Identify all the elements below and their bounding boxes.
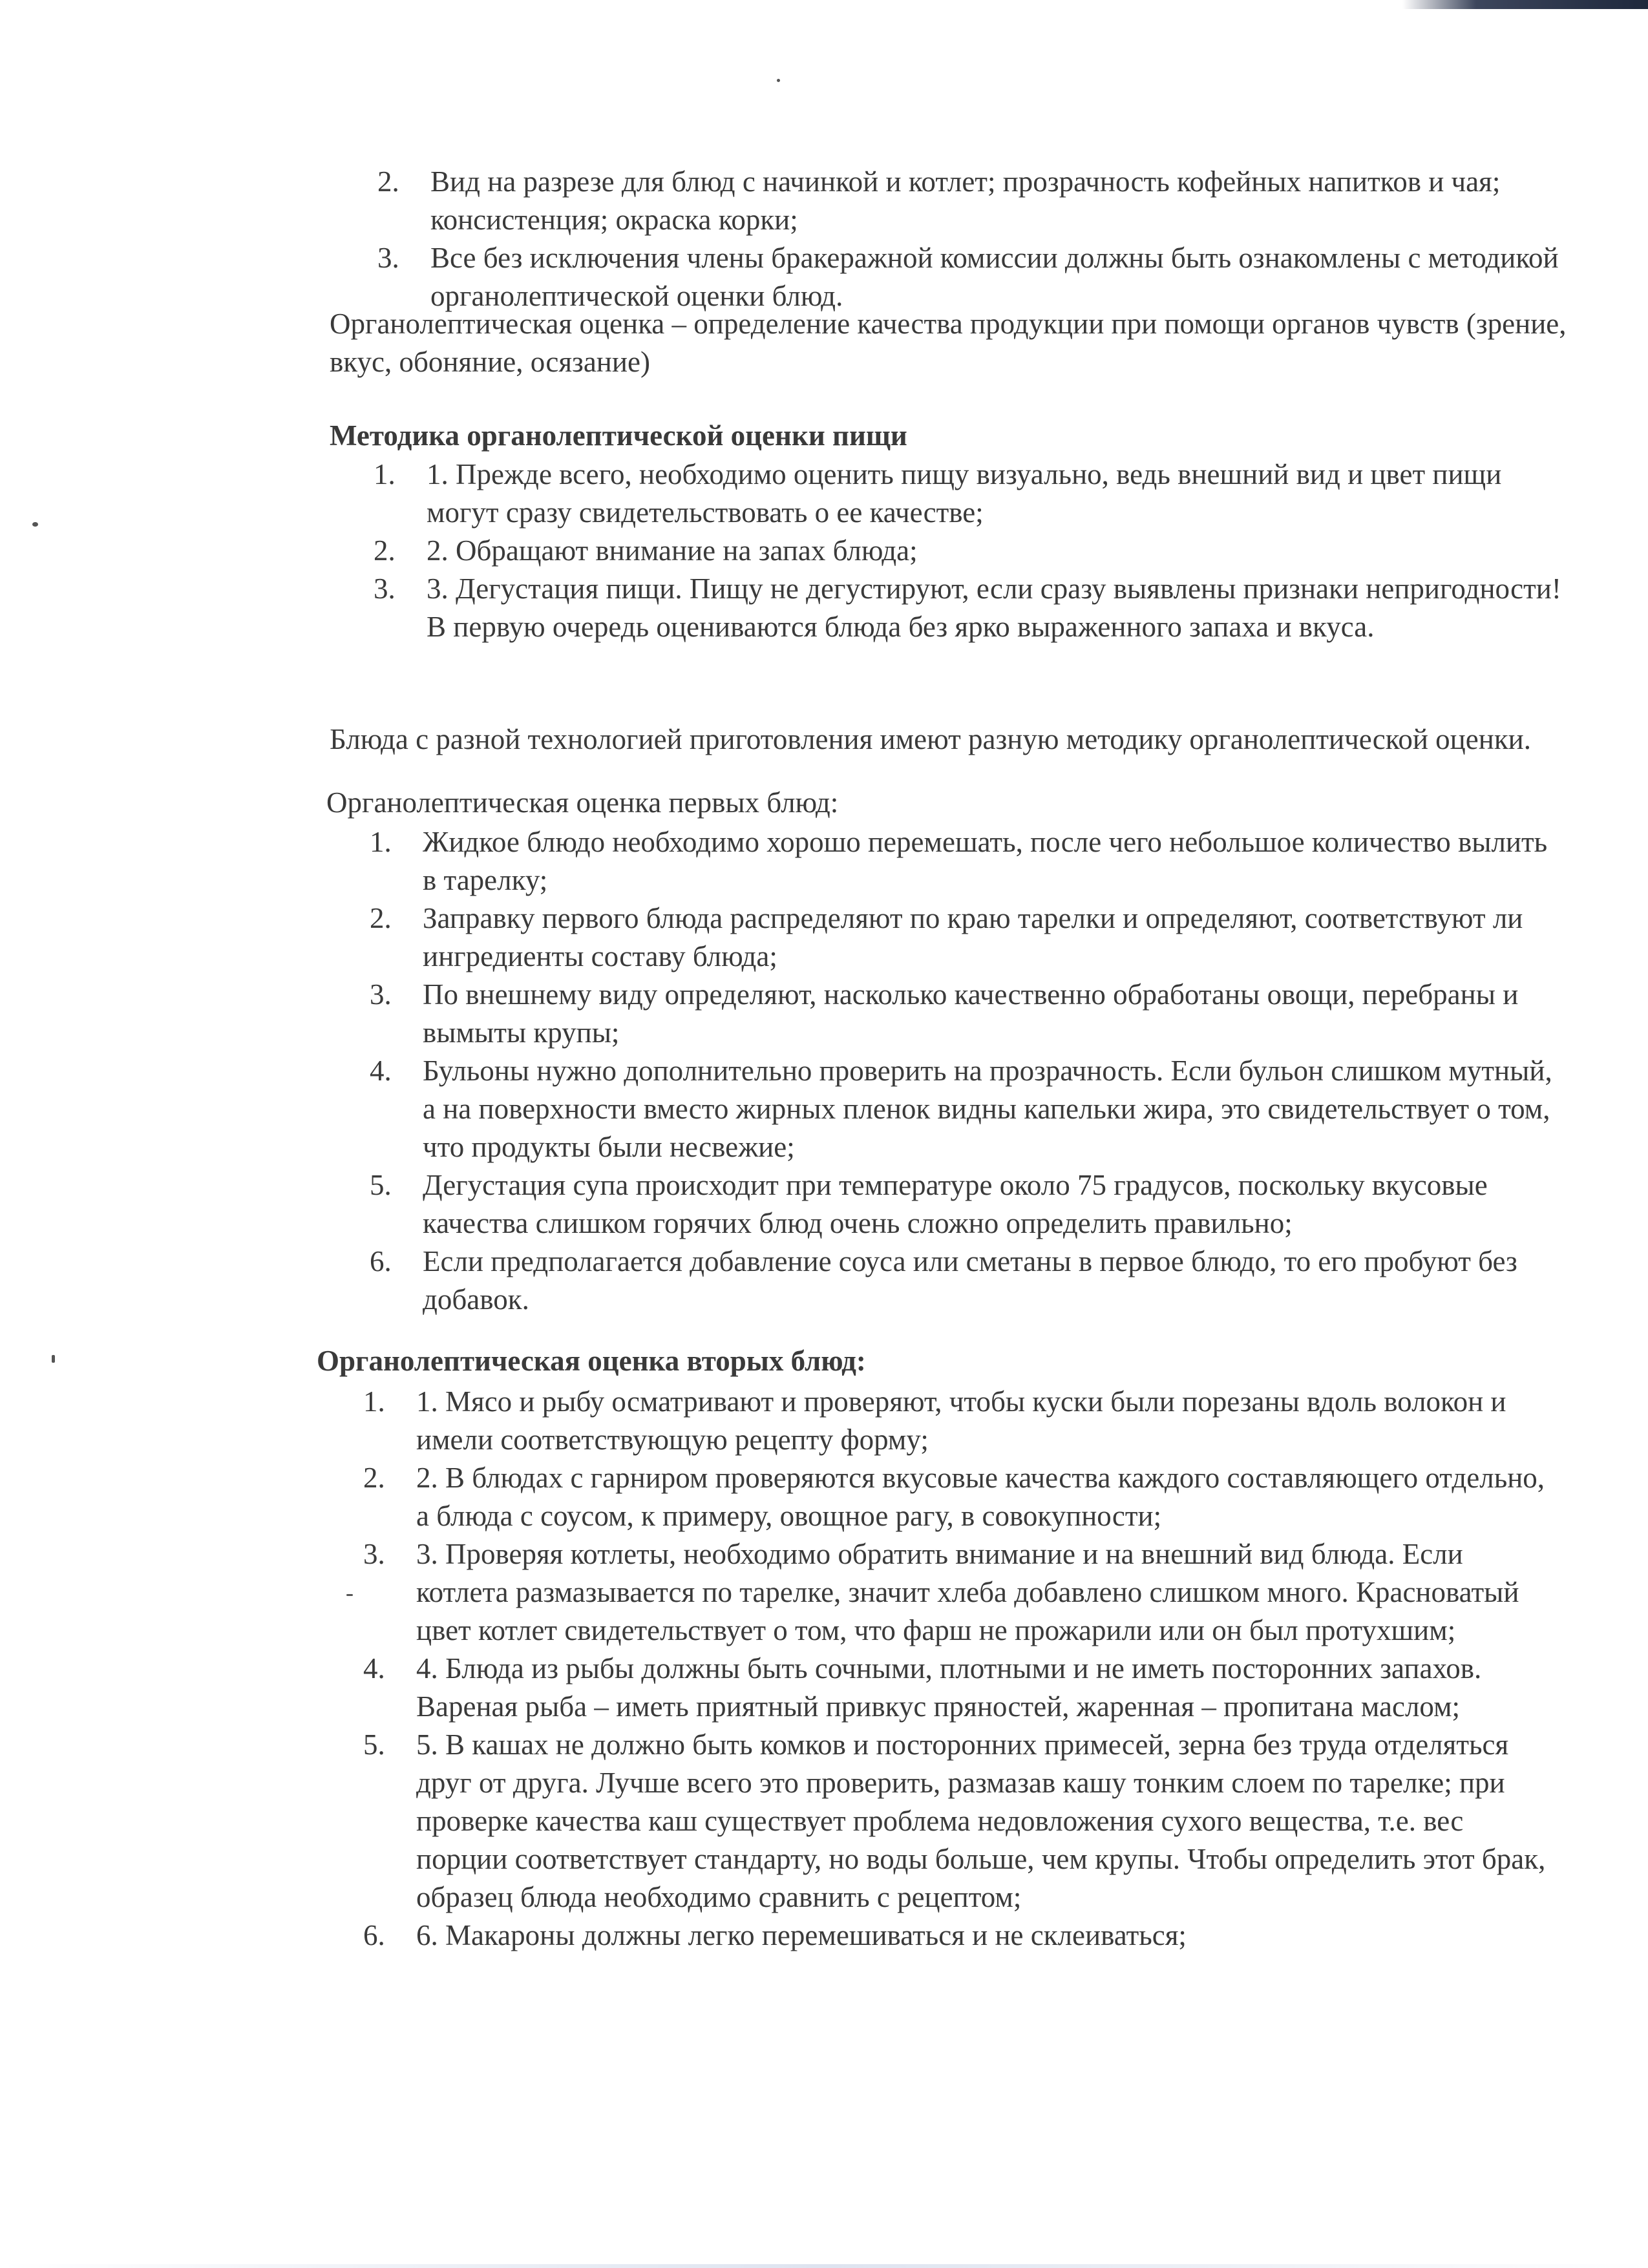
list-text: По внешнему виду определяют, насколько качественно обработаны овощи, перебраны и вымыты крупы; (423, 978, 1519, 1049)
list-item (363, 1535, 1552, 1650)
second-courses-list (363, 1383, 1552, 1955)
methodology-heading: Методика органолептической оценки пищи (330, 419, 907, 452)
list-text: 1. Мясо и рыбу осматривают и проверяют, чтобы куски были порезаны вдоль волокон и имели соответствующую рецепту форму; (416, 1385, 1506, 1456)
list-text: 2. Обращают внимание на запах блюда; (427, 534, 918, 567)
list-number: 5. (363, 1728, 385, 1761)
list-item (363, 1726, 1552, 1916)
list-number: 2. (377, 165, 399, 198)
list-item (374, 456, 1563, 532)
list-item (377, 239, 1567, 315)
list-text: Дегустация супа происходит при температуре около 75 градусов, поскольку вкусовые качества слишком горячих блюд очень сложно определить правильно; (423, 1169, 1488, 1239)
list-text: 4. Блюда из рыбы должны быть сочными, плотными и не иметь посторонних запахов. Вареная рыба – иметь приятный привкус пряностей, жаренная – пропитана маслом; (416, 1652, 1482, 1723)
list-text: Если предполагается добавление соуса или сметаны в первое блюдо, то его пробуют без добавок. (423, 1245, 1517, 1316)
list-number: 2. (374, 534, 396, 567)
second-courses-heading: Органолептическая оценка вторых блюд: (317, 1345, 866, 1377)
technology-paragraph: Блюда с разной технологией приготовления имеют разную методику органолептической оценки. (330, 723, 1532, 755)
list-number: 3. (370, 978, 392, 1011)
first-courses-list (370, 823, 1559, 1319)
list-number: 1. (363, 1385, 385, 1418)
list-item (377, 163, 1567, 239)
list-number: 3. (374, 572, 396, 605)
list-number: 3. (363, 1538, 385, 1570)
scan-edge-bottom (0, 2264, 1648, 2268)
list-text: 2. В блюдах с гарниром проверяются вкусовые качества каждого составляющего отдельно, а блюда с соусом, к примеру, овощное рагу, в совокупности; (416, 1462, 1545, 1532)
list-number: 2. (370, 902, 392, 934)
list-text: Жидкое блюдо необходимо хорошо перемешать, после чего небольшое количество вылить в тарелку; (423, 826, 1548, 896)
methodology-list (374, 456, 1563, 646)
list-text: 1. Прежде всего, необходимо оценить пищу визуально, ведь внешний вид и цвет пищи могут сразу свидетельствовать о ее качестве; (427, 458, 1502, 529)
list-number: 6. (363, 1919, 385, 1951)
list-text: 3. Проверяя котлеты, необходимо обратить внимание и на внешний вид блюда. Если котлета размазывается по тарелке, значит хлеба добавлено слишком много. Красноватый цвет котлет свидетельствует о том, что фарш не прожарили или он был протухшим; (416, 1538, 1519, 1646)
intro-list (377, 163, 1567, 315)
definition-paragraph: Органолептическая оценка – определение качества продукции при помощи органов чувств (зрение, вкус, обоняние, осязание) (330, 308, 1567, 378)
list-number: 3. (377, 242, 399, 274)
list-number: 2. (363, 1462, 385, 1494)
list-number: 1. (370, 826, 392, 858)
list-text: 6. Макароны должны легко перемешиваться и не склеиваться; (416, 1919, 1187, 1951)
list-item (370, 899, 1559, 976)
list-item (374, 570, 1563, 646)
scan-speck (777, 79, 780, 82)
list-text: 3. Дегустация пищи. Пищу не дегустируют, если сразу выявлены признаки непригодности! В первую очередь оцениваются блюда без ярко выраженного запаха и вкуса. (427, 572, 1561, 643)
scan-speck (52, 1355, 55, 1363)
scan-speck (346, 1594, 353, 1596)
list-number: 4. (363, 1652, 385, 1685)
list-number: 4. (370, 1055, 392, 1087)
list-item (370, 823, 1559, 899)
list-number: 6. (370, 1245, 392, 1277)
list-text: Все без исключения члены бракеражной комиссии должны быть ознакомлены с методикой органолептической оценки блюд. (430, 242, 1559, 312)
list-text: Вид на разрезе для блюд с начинкой и котлет; прозрачность кофейных напитков и чая; консистенция; окраска корки; (430, 165, 1501, 236)
list-item (363, 1383, 1552, 1459)
list-item (363, 1916, 1552, 1955)
list-number: 5. (370, 1169, 392, 1201)
list-text: 5. В кашах не должно быть комков и посторонних примесей, зерна без труда отделяться друг от друга. Лучше всего это проверить, размазав кашу тонким слоем по тарелке; при проверке качества каш существует проблема недовложения сухого вещества, т.е. вес порции соответствует стандарту, но воды больше, чем крупы. Чтобы определить этот брак, образец блюда необходимо сравнить с рецептом; (416, 1728, 1546, 1913)
list-item (374, 532, 1563, 570)
first-courses-heading: Органолептическая оценка первых блюд: (326, 786, 839, 819)
list-item (370, 1243, 1559, 1319)
list-text: Бульоны нужно дополнительно проверить на прозрачность. Если бульон слишком мутный, а на поверхности вместо жирных пленок видны капельки жира, это свидетельствует о том, что продукты были несвежие; (423, 1055, 1552, 1163)
list-item (363, 1650, 1552, 1726)
scan-speck (32, 522, 38, 527)
list-item (370, 976, 1559, 1052)
scan-edge-top (1402, 0, 1648, 9)
list-number: 1. (374, 458, 396, 490)
list-item (370, 1166, 1559, 1243)
list-item (370, 1052, 1559, 1166)
list-item (363, 1459, 1552, 1535)
list-text: Заправку первого блюда распределяют по краю тарелки и определяют, соответствуют ли ингредиенты составу блюда; (423, 902, 1523, 972)
